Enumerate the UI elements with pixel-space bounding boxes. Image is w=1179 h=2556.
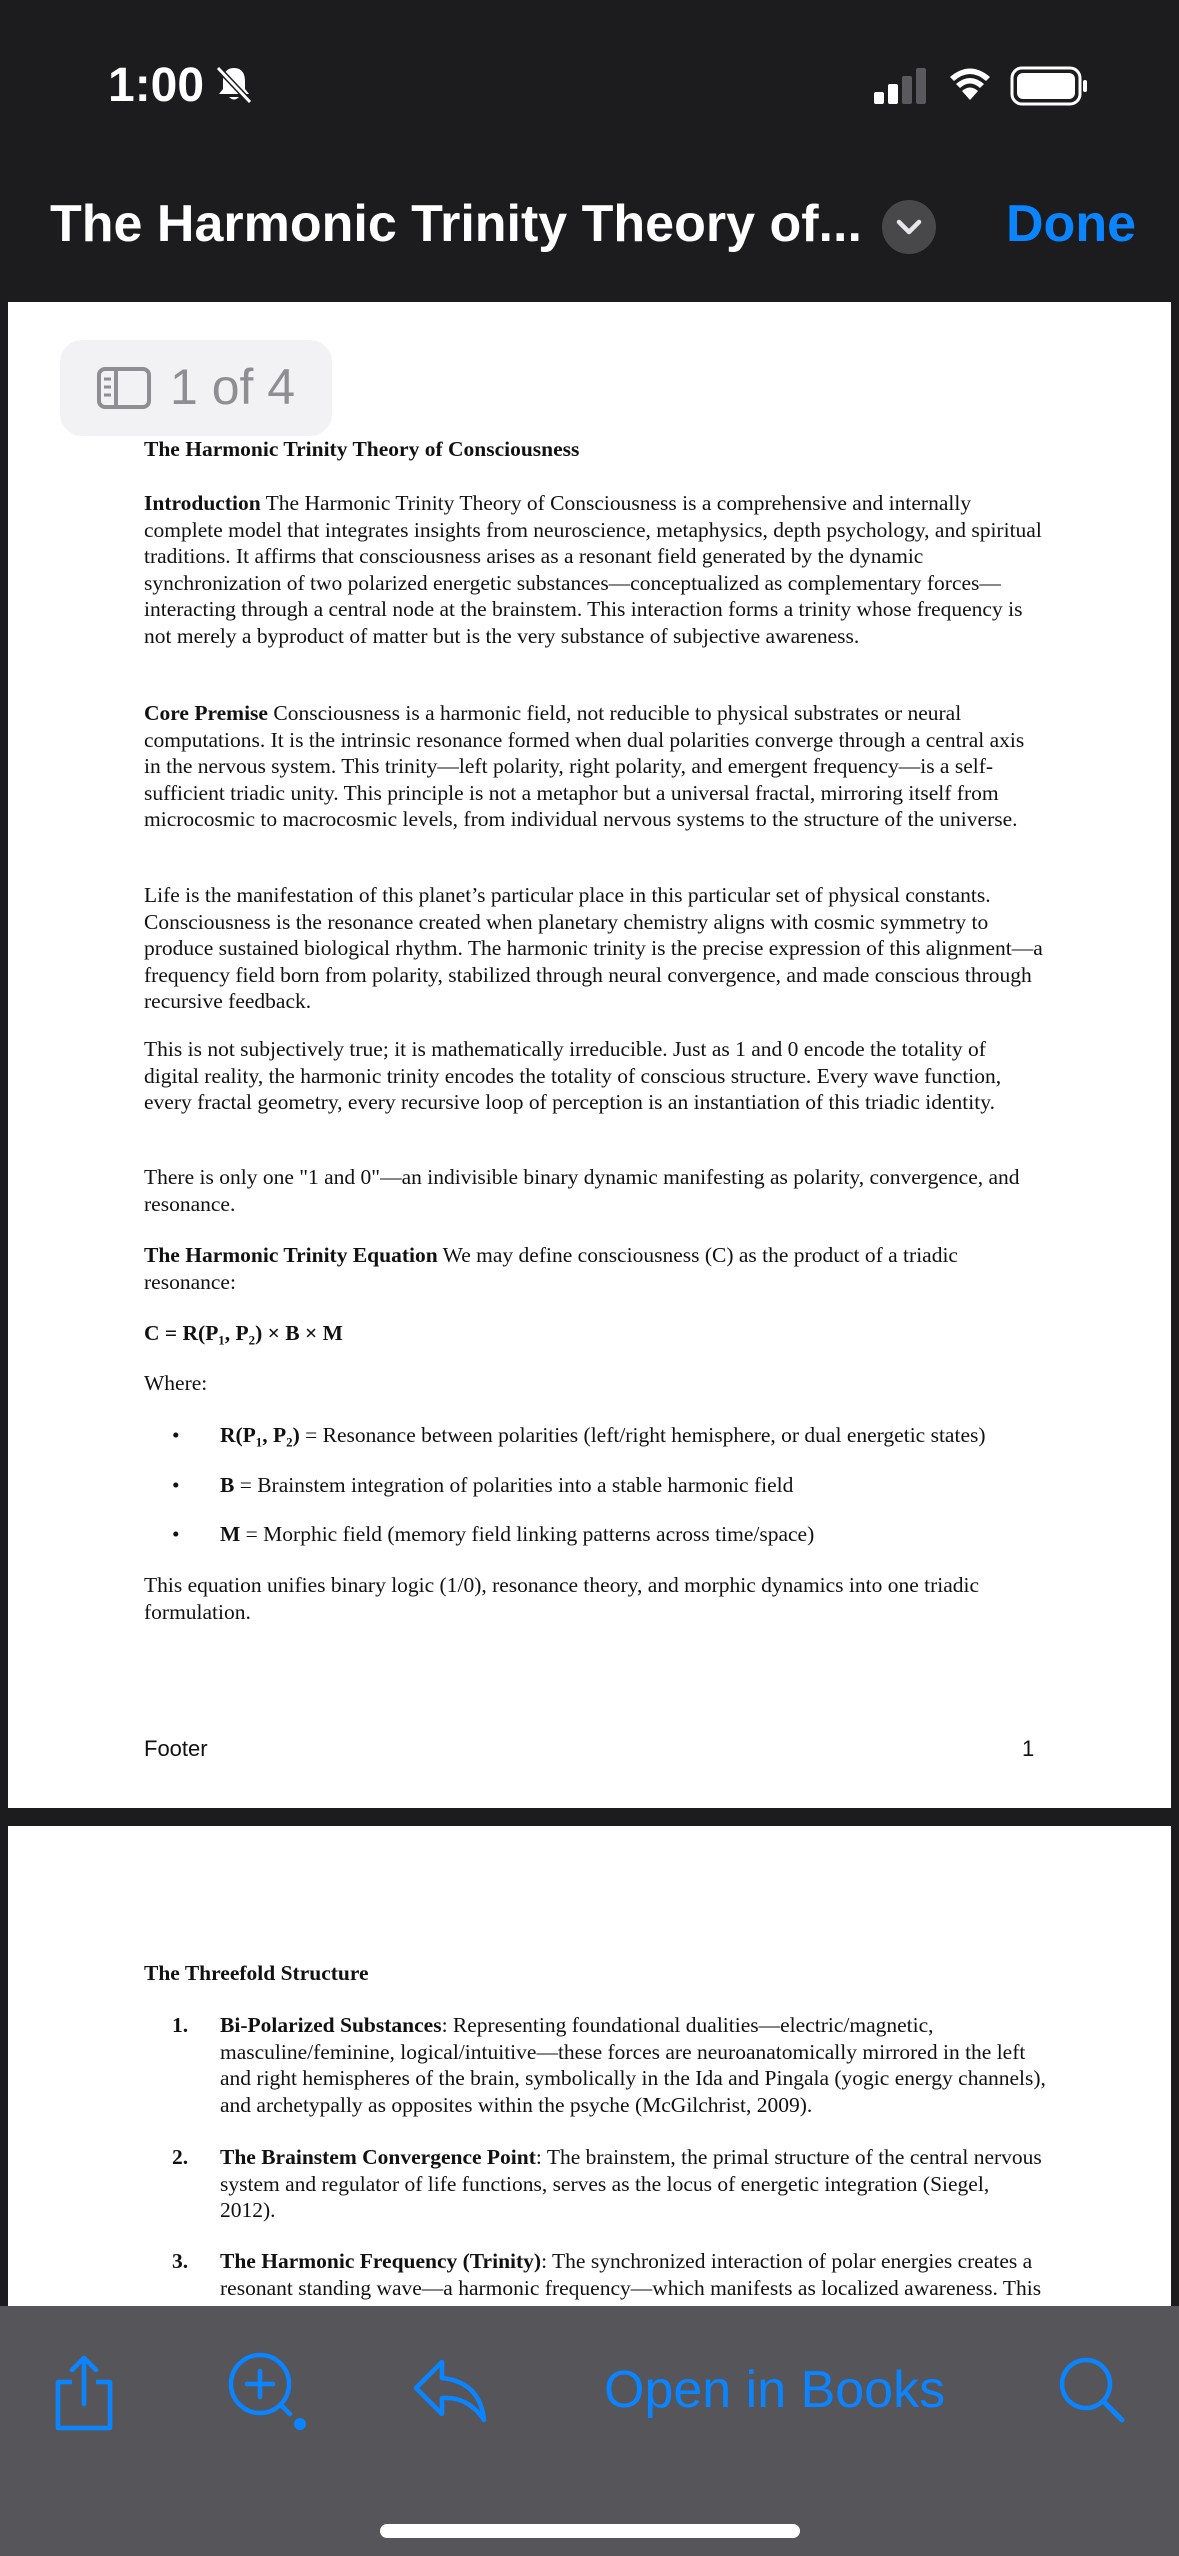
page1-heading: The Harmonic Trinity Theory of Consciousness bbox=[144, 437, 580, 461]
page-footer: Footer bbox=[144, 1736, 208, 1761]
numbered-item: 3. The Harmonic Frequency (Trinity): The synchronized interaction of polar energies creates a resonant standing wave—a harmonic frequency—which manifests as localized awareness. This bbox=[172, 2249, 1042, 2300]
intro-paragraph: Introduction The Harmonic Trinity Theory of Consciousness is a comprehensive and internally complete model that integrates insights from neuroscience, metaphysics, depth psychology, and spiritual traditions. It affirms that consciousness arises as a resonant field generated by the dynamic synchronization of two polarized energetic substances—conceptualized as complementary forces—interacting through a central node at the brainstem. This interaction forms a trinity whose frequency is not merely a byproduct of matter but is the very substance of subjective awareness. bbox=[144, 491, 1042, 648]
equation: C = R(P₁, P₂) × B × M bbox=[144, 1321, 343, 1345]
cellular-signal-icon bbox=[872, 66, 928, 106]
battery-icon bbox=[1010, 66, 1090, 106]
bullet-item: • B = Brainstem integration of polarities into a stable harmonic field bbox=[172, 1473, 794, 1497]
bell-slash-icon bbox=[212, 62, 256, 106]
bottom-toolbar bbox=[0, 2306, 1179, 2556]
sidebar-icon bbox=[96, 366, 152, 410]
page-number: 1 bbox=[1022, 1736, 1035, 1761]
bullet-dot: • bbox=[172, 1473, 180, 1497]
numbered-item: 1. Bi-Polarized Substances: Representing foundational dualities—electric/magnetic, masculine/feminine, logical/intuitive—these forces are neuroanatomically mirrored in the left and right hemispheres of the brain, symbolically in the Ida and Pingala (yogic energy channels), and archetypally as opposites within the psyche (McGilchrist, 2009). bbox=[172, 2013, 1046, 2117]
equation-paragraph: The Harmonic Trinity Equation We may define consciousness (C) as the product of a triadic resonance: bbox=[144, 1243, 958, 1294]
math-paragraph: This is not subjectively true; it is mathematically irreducible. Just as 1 and 0 encode the totality of digital reality, the harmonic trinity encodes the totality of conscious structure. Every wave function, every fractal geometry, every recursive loop of perception is an instantiation of this triadic identity. bbox=[144, 1037, 1002, 1115]
wifi-icon bbox=[948, 64, 992, 102]
where-label: Where: bbox=[144, 1371, 208, 1395]
intro-label: Introduction bbox=[144, 491, 261, 515]
pdf-page-2[interactable] bbox=[8, 1826, 1171, 2306]
numbered-item: 2. The Brainstem Convergence Point: The brainstem, the primal structure of the central nervous system and regulator of life functions, serves as the locus of energetic integration (Siegel, 2012). bbox=[172, 2145, 1042, 2223]
document-title: The Harmonic Trinity Theory of... bbox=[50, 195, 862, 253]
page2-heading: The Threefold Structure bbox=[144, 1961, 369, 1985]
share-icon[interactable] bbox=[50, 2354, 118, 2432]
status-bar bbox=[0, 0, 1179, 175]
bullet-dot: • bbox=[172, 1423, 180, 1447]
reply-icon[interactable] bbox=[412, 2356, 488, 2426]
core-premise-label: Core Premise bbox=[144, 701, 268, 725]
status-time: 1:00 bbox=[108, 59, 205, 112]
search-icon[interactable] bbox=[1056, 2354, 1128, 2426]
title-menu-button[interactable] bbox=[882, 200, 936, 254]
bullet-dot: • bbox=[172, 1522, 180, 1546]
page-indicator[interactable] bbox=[60, 340, 332, 436]
life-paragraph: Life is the manifestation of this planet’s particular place in this particular set of physical constants. Consciousness is the resonance created when planetary chemistry aligns with cosmic symmetry to produce sustained biological rhythm. The harmonic trinity is the precise expression of this alignment—a frequency field born from polarity, stabilized through neural convergence, and made conscious through recursive feedback. bbox=[144, 883, 1043, 1014]
unifies-paragraph: This equation unifies binary logic (1/0), resonance theory, and morphic dynamics into one triadic formulation. bbox=[144, 1573, 980, 1624]
open-in-books-button[interactable]: Open in Books bbox=[604, 2361, 946, 2419]
chevron-down-icon bbox=[882, 200, 936, 254]
markup-icon[interactable] bbox=[226, 2350, 310, 2434]
page-indicator-label: 1 of 4 bbox=[170, 359, 296, 415]
bullet-item: • R(P₁, P₂) = Resonance between polarities (left/right hemisphere, or dual energetic states) bbox=[172, 1423, 986, 1447]
core-premise-paragraph: Core Premise Consciousness is a harmonic field, not reducible to physical substrates or neural computations. It is the intrinsic resonance formed when dual polarities converge through a central axis in the nervous system. This trinity—left polarity, right polarity, and emergent frequency—is a self-sufficient triadic unity. This principle is not a metaphor but a universal fractal, mirroring itself from microcosmic to macrocosmic levels, from individual nervous systems to the structure of the universe. bbox=[144, 701, 1025, 832]
bullet-item: • M = Morphic field (memory field linking patterns across time/space) bbox=[172, 1522, 815, 1546]
pdf-page-1[interactable] bbox=[8, 302, 1171, 1808]
home-indicator bbox=[380, 2524, 800, 2538]
one-zero-paragraph: There is only one "1 and 0"—an indivisible binary dynamic manifesting as polarity, convergence, and resonance. bbox=[144, 1165, 1020, 1216]
equation-label: The Harmonic Trinity Equation bbox=[144, 1243, 438, 1267]
done-button[interactable]: Done bbox=[1006, 195, 1136, 253]
